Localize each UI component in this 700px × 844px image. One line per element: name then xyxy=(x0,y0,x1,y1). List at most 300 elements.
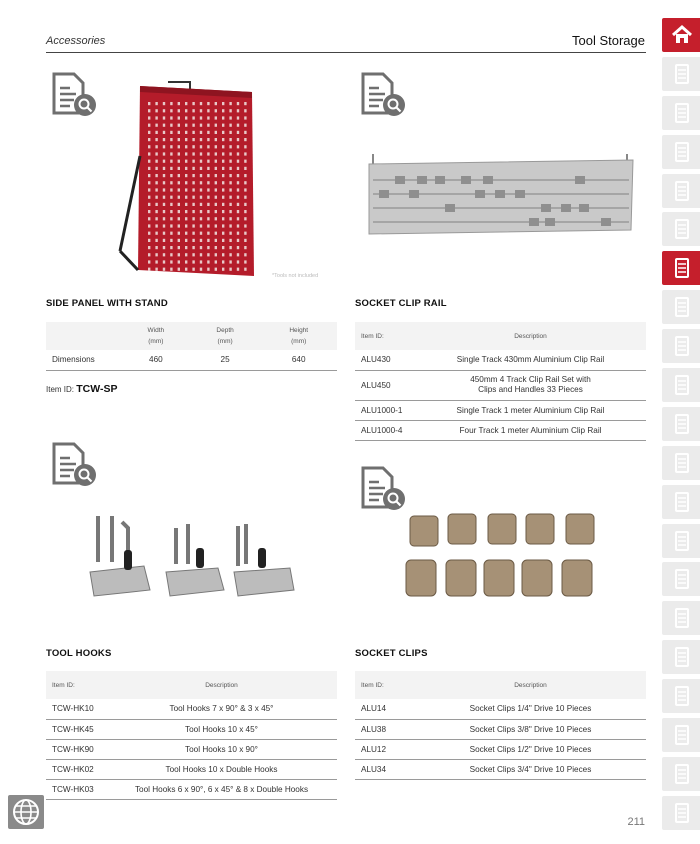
pegboard-hole xyxy=(178,210,180,213)
pegboard-hole xyxy=(222,160,224,163)
pegboard-hole xyxy=(155,253,157,256)
pegboard-hole xyxy=(244,224,246,227)
pegboard-hole xyxy=(207,268,209,271)
pegboard-hole xyxy=(229,152,231,155)
pegboard-hole xyxy=(200,196,202,199)
pegboard-hole xyxy=(178,167,180,170)
pegboard-hole xyxy=(200,232,202,235)
pegboard-hole xyxy=(185,188,187,191)
pegboard-hole xyxy=(237,102,239,105)
pegboard-hole xyxy=(192,268,194,271)
pegboard-hole xyxy=(237,239,239,242)
pegboard-hole xyxy=(244,152,246,155)
pegboard-hole xyxy=(148,152,150,155)
col-header-item: Item ID: xyxy=(46,671,106,699)
item-id-value: TCW-SP xyxy=(76,383,118,395)
pegboard-hole xyxy=(155,116,157,119)
height-value: 640 xyxy=(260,350,337,370)
pegboard-hole xyxy=(229,131,231,134)
clip-rail-table xyxy=(355,322,646,441)
pegboard-hole xyxy=(148,138,150,141)
dimensions-table xyxy=(46,322,337,371)
pegboard-hole xyxy=(244,260,246,263)
table-row xyxy=(46,350,337,370)
pegboard-hole xyxy=(192,239,194,242)
pegboard-hole xyxy=(222,174,224,177)
pegboard-hole xyxy=(155,124,157,127)
measuring-icon xyxy=(670,684,694,708)
sockets-icon xyxy=(670,295,694,319)
pegboard-hole xyxy=(178,196,180,199)
sidebar-tab-workshop[interactable] xyxy=(662,757,700,791)
pegboard-hole xyxy=(222,217,224,220)
trolley-icon xyxy=(670,140,694,164)
pegboard-hole xyxy=(192,232,194,235)
screwdriver-icon xyxy=(670,373,694,397)
pegboard-hole xyxy=(178,160,180,163)
pegboard-hole xyxy=(185,232,187,235)
warning-icon xyxy=(670,606,694,630)
desc-cell: Single Track 1 meter Aluminium Clip Rail xyxy=(415,400,646,420)
tool-hooks-table xyxy=(46,671,337,800)
pegboard-hole xyxy=(200,260,202,263)
pegboard-hole xyxy=(192,102,194,105)
pegboard-hole xyxy=(244,203,246,206)
pegboard-hole xyxy=(200,203,202,206)
pegboard-hole xyxy=(237,152,239,155)
item-id-cell: ALU450 xyxy=(355,370,415,400)
pegboard-hole xyxy=(207,196,209,199)
pegboard-hole xyxy=(237,124,239,127)
pegboard-hole xyxy=(207,174,209,177)
pegboard-hole xyxy=(178,188,180,191)
pegboard-hole xyxy=(200,138,202,141)
pegboard-hole xyxy=(148,268,150,271)
pegboard-hole xyxy=(244,246,246,249)
sidebar-tab-pliers[interactable] xyxy=(662,485,700,519)
datasheet-icon[interactable] xyxy=(359,72,405,118)
pegboard-hole xyxy=(229,124,231,127)
pegboard-hole xyxy=(155,152,157,155)
pegboard-hole xyxy=(170,138,172,141)
pegboard-hole xyxy=(155,174,157,177)
pegboard-hole xyxy=(163,116,165,119)
pegboard-hole xyxy=(178,260,180,263)
desc-cell: Single Track 430mm Aluminium Clip Rail xyxy=(415,350,646,370)
pegboard-hole xyxy=(178,203,180,206)
pegboard-hole xyxy=(222,232,224,235)
header-divider xyxy=(46,52,646,53)
tool-sets-icon xyxy=(670,217,694,241)
pegboard-hole xyxy=(207,232,209,235)
pegboard-hole xyxy=(185,239,187,242)
pegboard-hole xyxy=(185,174,187,177)
pegboard-hole xyxy=(229,181,231,184)
sidebar-tab-home[interactable] xyxy=(662,18,700,52)
tools-note: *Tools not included xyxy=(272,273,319,279)
pegboard-hole xyxy=(148,188,150,191)
pegboard-hole xyxy=(185,145,187,148)
sidebar-tab-air-tools[interactable] xyxy=(662,718,700,752)
pegboard-hole xyxy=(185,260,187,263)
pegboard-hole xyxy=(192,174,194,177)
pegboard-hole xyxy=(163,138,165,141)
pegboard-hole xyxy=(215,203,217,206)
pegboard-hole xyxy=(192,160,194,163)
pegboard-hole xyxy=(244,131,246,134)
pegboard-hole xyxy=(192,203,194,206)
pegboard-hole xyxy=(163,152,165,155)
pegboard-hole xyxy=(229,138,231,141)
pegboard-hole xyxy=(244,167,246,170)
pegboard-hole xyxy=(215,174,217,177)
item-id-cell: ALU14 xyxy=(355,699,415,719)
pegboard-hole xyxy=(200,131,202,134)
pegboard-hole xyxy=(229,188,231,191)
pegboard-hole xyxy=(185,196,187,199)
table-row xyxy=(355,370,646,400)
torch-icon xyxy=(670,645,694,669)
pegboard-hole xyxy=(244,217,246,220)
pegboard-hole xyxy=(229,210,231,213)
pegboard-hole xyxy=(148,217,150,220)
desc-cell: Tool Hooks 10 x Double Hooks xyxy=(106,759,337,779)
pegboard-hole xyxy=(170,188,172,191)
pegboard-hole xyxy=(163,145,165,148)
pegboard-hole xyxy=(155,109,157,112)
pegboard-hole xyxy=(237,160,239,163)
pegboard-hole xyxy=(207,188,209,191)
category-sidebar xyxy=(662,18,700,835)
sidebar-tab-tool-storage[interactable] xyxy=(662,251,700,285)
pegboard-hole xyxy=(222,246,224,249)
pegboard-hole xyxy=(155,138,157,141)
pegboard-hole xyxy=(237,203,239,206)
side-panel-title: SIDE PANEL WITH STAND xyxy=(46,298,168,309)
desc-cell: Socket Clips 1/4" Drive 10 Pieces xyxy=(415,699,646,719)
pegboard-hole xyxy=(207,116,209,119)
pegboard-hole xyxy=(237,109,239,112)
pegboard-hole xyxy=(229,239,231,242)
pegboard-hole xyxy=(222,167,224,170)
pegboard-hole xyxy=(185,217,187,220)
pegboard-hole xyxy=(229,217,231,220)
pegboard-hole xyxy=(148,116,150,119)
item-id-cell: ALU1000-1 xyxy=(355,400,415,420)
table-row xyxy=(46,719,337,739)
sidebar-tab-ratchet[interactable] xyxy=(662,329,700,363)
pegboard-hole xyxy=(237,196,239,199)
pegboard-hole xyxy=(178,253,180,256)
pegboard-hole xyxy=(215,145,217,148)
pegboard-hole xyxy=(207,131,209,134)
pegboard-hole xyxy=(244,138,246,141)
pegboard-hole xyxy=(192,145,194,148)
pegboard-hole xyxy=(155,181,157,184)
pegboard-hole xyxy=(215,239,217,242)
pegboard-hole xyxy=(244,196,246,199)
col-header-height: Height (mm) xyxy=(260,322,337,350)
pegboard-hole xyxy=(229,102,231,105)
datasheet-icon[interactable] xyxy=(50,442,96,488)
desc-cell: Tool Hooks 10 x 90° xyxy=(106,739,337,759)
pegboard-hole xyxy=(222,181,224,184)
pegboard-hole xyxy=(222,188,224,191)
pegboard-hole xyxy=(178,232,180,235)
pegboard-hole xyxy=(148,109,150,112)
col-header-desc: Description xyxy=(106,671,337,699)
col-header-desc: Description xyxy=(415,671,646,699)
item-id-cell: TCW-HK02 xyxy=(46,759,106,779)
pegboard-hole xyxy=(200,224,202,227)
pegboard-hole xyxy=(148,260,150,263)
pegboard-hole xyxy=(229,246,231,249)
sidebar-tab-tool-sets[interactable] xyxy=(662,212,700,246)
pegboard-hole xyxy=(229,232,231,235)
pegboard-hole xyxy=(192,217,194,220)
sidebar-tab-trolley[interactable] xyxy=(662,135,700,169)
pegboard-hole xyxy=(148,181,150,184)
pegboard-hole xyxy=(207,203,209,206)
sidebar-tab-toolbox[interactable] xyxy=(662,57,700,91)
pegboard-hole xyxy=(178,145,180,148)
pegboard-hole xyxy=(192,210,194,213)
pegboard-hole xyxy=(163,224,165,227)
pegboard-hole xyxy=(237,210,239,213)
pegboard-hole xyxy=(215,196,217,199)
pegboard-hole xyxy=(163,268,165,271)
pegboard-hole xyxy=(207,181,209,184)
sidebar-tab-hammer[interactable] xyxy=(662,446,700,480)
pegboard-hole xyxy=(229,160,231,163)
pliers-icon xyxy=(670,490,694,514)
pegboard-hole xyxy=(155,145,157,148)
desc-cell: Socket Clips 1/2" Drive 10 Pieces xyxy=(415,739,646,759)
sidebar-tab-warning[interactable] xyxy=(662,601,700,635)
pegboard-hole xyxy=(148,102,150,105)
pegboard-hole xyxy=(229,260,231,263)
pegboard-hole xyxy=(185,109,187,112)
sidebar-tab-cabinet[interactable] xyxy=(662,96,700,130)
pegboard-hole xyxy=(155,268,157,271)
pegboard-hole xyxy=(178,138,180,141)
sidebar-tab-press[interactable] xyxy=(662,796,700,830)
pegboard-hole xyxy=(148,232,150,235)
pegboard-hole xyxy=(185,124,187,127)
table-row xyxy=(355,400,646,420)
pegboard-hole xyxy=(207,217,209,220)
pegboard-hole xyxy=(222,239,224,242)
pegboard-hole xyxy=(207,239,209,242)
pegboard-hole xyxy=(148,174,150,177)
sidebar-tab-cutters[interactable] xyxy=(662,524,700,558)
ratchet-icon xyxy=(670,334,694,358)
pegboard-hole xyxy=(215,152,217,155)
socket-clips-title: SOCKET CLIPS xyxy=(355,648,428,659)
col-header-desc: Description xyxy=(415,322,646,350)
table-row xyxy=(355,759,646,779)
pegboard-hole xyxy=(237,253,239,256)
pegboard-hole xyxy=(163,131,165,134)
pegboard-hole xyxy=(178,239,180,242)
pegboard-hole xyxy=(185,138,187,141)
pegboard-hole xyxy=(237,260,239,263)
pegboard-hole xyxy=(207,167,209,170)
pegboard-hole xyxy=(222,131,224,134)
tool-hooks-image xyxy=(86,510,298,602)
pegboard-hole xyxy=(163,246,165,249)
sidebar-tab-wrench[interactable] xyxy=(662,407,700,441)
col-header-item: Item ID: xyxy=(355,671,415,699)
pegboard-hole xyxy=(237,188,239,191)
table-row xyxy=(355,739,646,759)
pegboard-hole xyxy=(170,116,172,119)
pegboard-hole xyxy=(200,210,202,213)
pegboard-hole xyxy=(222,109,224,112)
pegboard-hole xyxy=(155,203,157,206)
pegboard-hole xyxy=(185,210,187,213)
page-number: 211 xyxy=(627,816,645,828)
pegboard-hole xyxy=(215,167,217,170)
pegboard-hole xyxy=(163,181,165,184)
pegboard-hole xyxy=(192,224,194,227)
table-row xyxy=(355,350,646,370)
pegboard-hole xyxy=(237,174,239,177)
pegboard-hole xyxy=(163,174,165,177)
pegboard-hole xyxy=(200,268,202,271)
pegboard-hole xyxy=(222,145,224,148)
pegboard-hole xyxy=(185,167,187,170)
depth-value: 25 xyxy=(190,350,261,370)
pegboard-hole xyxy=(155,239,157,242)
pegboard-hole xyxy=(200,160,202,163)
pegboard-hole xyxy=(163,203,165,206)
pegboard-hole xyxy=(237,232,239,235)
pegboard-hole xyxy=(170,239,172,242)
datasheet-icon[interactable] xyxy=(359,466,405,512)
pegboard-hole xyxy=(192,138,194,141)
table-row xyxy=(355,719,646,739)
desc-cell: Four Track 1 meter Aluminium Clip Rail xyxy=(415,420,646,440)
pegboard-hole xyxy=(215,131,217,134)
storage-icon xyxy=(670,179,694,203)
pegboard-hole xyxy=(170,246,172,249)
pegboard-hole xyxy=(148,131,150,134)
pegboard-hole xyxy=(229,203,231,206)
sidebar-tab-sockets[interactable] xyxy=(662,290,700,324)
pegboard-hole xyxy=(155,167,157,170)
pegboard-hole xyxy=(170,217,172,220)
pegboard-hole xyxy=(200,246,202,249)
sidebar-tab-screwdriver[interactable] xyxy=(662,368,700,402)
pegboard-hole xyxy=(215,246,217,249)
pegboard-hole xyxy=(163,253,165,256)
pegboard-hole xyxy=(192,181,194,184)
pegboard-hole xyxy=(215,260,217,263)
item-id-label: Item ID: xyxy=(46,385,75,394)
pegboard-hole xyxy=(207,102,209,105)
pegboard-hole xyxy=(148,160,150,163)
pegboard-hole xyxy=(178,217,180,220)
globe-icon[interactable] xyxy=(8,795,44,829)
pegboard-hole xyxy=(192,188,194,191)
pegboard-hole xyxy=(215,253,217,256)
wrench-icon xyxy=(670,412,694,436)
pegboard-hole xyxy=(148,124,150,127)
pegboard-hole xyxy=(200,174,202,177)
pegboard-hole xyxy=(192,124,194,127)
pegboard-hole xyxy=(185,102,187,105)
pegboard-hole xyxy=(178,246,180,249)
socket-clips-image xyxy=(402,508,602,602)
sidebar-tab-clamp[interactable] xyxy=(662,562,700,596)
pegboard-hole xyxy=(163,167,165,170)
desc-cell: Tool Hooks 10 x 45° xyxy=(106,719,337,739)
pegboard-hole xyxy=(170,160,172,163)
pegboard-hole xyxy=(155,160,157,163)
pegboard-hole xyxy=(192,260,194,263)
col-header-item: Item ID: xyxy=(355,322,415,350)
pegboard-hole xyxy=(178,124,180,127)
width-value: 460 xyxy=(122,350,190,370)
pegboard-hole xyxy=(178,102,180,105)
pegboard-hole xyxy=(155,232,157,235)
pegboard-hole xyxy=(207,210,209,213)
pegboard-hole xyxy=(215,232,217,235)
pegboard-hole xyxy=(192,116,194,119)
category-title: Tool Storage xyxy=(572,33,645,48)
sidebar-tab-measuring[interactable] xyxy=(662,679,700,713)
pegboard-hole xyxy=(148,203,150,206)
pegboard-hole xyxy=(148,196,150,199)
pegboard-hole xyxy=(237,167,239,170)
pegboard-hole xyxy=(244,174,246,177)
desc-cell: Tool Hooks 7 x 90° & 3 x 45° xyxy=(106,699,337,719)
pegboard-hole xyxy=(200,181,202,184)
pegboard-hole xyxy=(192,196,194,199)
sidebar-tab-torch[interactable] xyxy=(662,640,700,674)
pegboard-hole xyxy=(178,174,180,177)
datasheet-icon[interactable] xyxy=(50,72,96,118)
pegboard-hole xyxy=(215,138,217,141)
pegboard-hole xyxy=(170,268,172,271)
pegboard-hole xyxy=(148,239,150,242)
pegboard-hole xyxy=(170,210,172,213)
pegboard-hole xyxy=(215,160,217,163)
pegboard-hole xyxy=(215,188,217,191)
pegboard-hole xyxy=(185,181,187,184)
pegboard-hole xyxy=(192,253,194,256)
clip-rail-title: SOCKET CLIP RAIL xyxy=(355,298,447,309)
pegboard-hole xyxy=(215,217,217,220)
pegboard-hole xyxy=(178,181,180,184)
pegboard-hole xyxy=(215,102,217,105)
pegboard-hole xyxy=(237,145,239,148)
item-id-cell: ALU34 xyxy=(355,759,415,779)
pegboard-hole xyxy=(192,152,194,155)
pegboard-hole xyxy=(155,196,157,199)
pegboard-hole xyxy=(185,160,187,163)
pegboard-hole xyxy=(178,109,180,112)
pegboard-hole xyxy=(207,152,209,155)
tool-hooks-title: TOOL HOOKS xyxy=(46,648,112,659)
pegboard-hole xyxy=(244,116,246,119)
pegboard-hole xyxy=(170,196,172,199)
pegboard-hole xyxy=(148,224,150,227)
sidebar-tab-storage[interactable] xyxy=(662,174,700,208)
pegboard-hole xyxy=(244,210,246,213)
pegboard-hole xyxy=(200,253,202,256)
